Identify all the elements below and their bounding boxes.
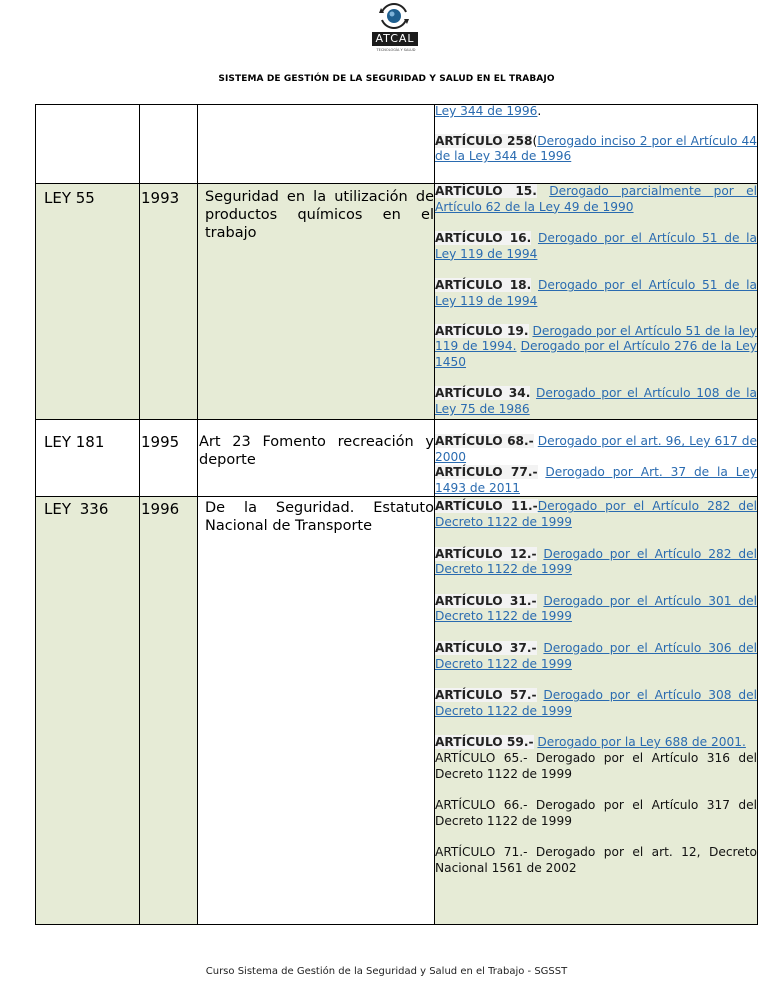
page-footer: Curso Sistema de Gestión de la Seguridad y Salud en el Trabajo - SGSST [205,966,568,977]
article-label: ARTÍCULO 57.- [435,688,537,703]
regulations-table [35,104,758,925]
law-cell: LEY 336 [36,497,140,925]
article-link[interactable]: Derogado por el Artículo 51 de la Ley 119 de 1994 [435,231,758,261]
article-label: ARTÍCULO 77.- [435,465,538,480]
year-cell: 1996 [140,497,198,925]
article-link[interactable]: Derogado por el Artículo 51 de la Ley 119 de 1994 [435,278,758,308]
article-item [435,278,757,309]
article-link[interactable]: Derogado por el Artículo 282 del Decreto 1122 de 1999 [435,546,757,577]
article-link[interactable]: Derogado por el art. 96, Ley 617 de 2000 [435,434,758,464]
article-item [435,231,757,262]
article-item [435,594,757,625]
table-row [36,184,758,420]
description-cell [198,105,435,184]
article-label: ARTÍCULO 11.- [435,499,538,514]
article-label: ARTÍCULO 16. [435,231,532,246]
article-link[interactable]: Derogado por el Artículo 306 del Decreto 1122 de 1999 [435,640,757,671]
article-item [435,324,757,371]
article-link[interactable]: Derogado por la Ley 688 de 2001. [537,735,746,750]
article-link[interactable]: Derogado por el Artículo 308 del Decreto 1122 de 1999 [435,688,757,718]
logo-wordmark: ATCAL [372,32,418,46]
articles-cell [435,184,758,420]
article-link[interactable]: Derogado por el Artículo 51 de la ley 119 de 1994. [435,323,758,354]
articles-cell [435,420,758,497]
globe-icon [368,2,420,34]
article-item [435,641,757,672]
article-label: ARTÍCULO 31.- [435,593,537,608]
law-cell: LEY 55 [36,184,140,420]
article-item: ARTÍCULO 66.- Derogado por el Artículo 317 del Decreto 1122 de 1999 [435,798,757,828]
description-cell: De la Seguridad. Estatuto Nacional de Transporte [198,497,435,925]
article-item: ARTÍCULO 258(Derogado inciso 2 por el Artículo 44 de la Ley 344 de 1996 [435,133,757,164]
article-item: Ley 344 de 1996. [435,104,542,118]
law-cell [36,105,140,184]
article-item [435,465,757,496]
year-cell: 1993 [140,184,198,420]
table-row [36,497,758,925]
article-link[interactable]: Derogado por el Artículo 276 de la Ley 1450 [435,339,757,369]
table-row [36,105,758,184]
article-item [435,735,757,751]
articles-cell [435,497,758,925]
article-item [435,386,757,417]
law-cell: LEY 181 [36,420,140,497]
year-cell [140,105,198,184]
article-label: ARTÍCULO 37.- [435,640,537,655]
article-label: ARTÍCULO 18. [435,278,532,293]
article-label: ARTÍCULO 258 [435,133,533,148]
article-label: ARTÍCULO 34. [435,386,531,401]
article-label: ARTÍCULO 15. [435,184,537,198]
article-item: ARTÍCULO 71.- Derogado por el art. 12, Decreto Nacional 1561 de 2002 [435,845,757,875]
article-link[interactable]: Derogado inciso 2 por el Artículo 44 de la Ley 344 de 1996 [435,133,757,164]
article-item: ARTÍCULO 65.- Derogado por el Artículo 316 del Decreto 1122 de 1999 [435,750,757,781]
articles-cell [435,105,758,184]
article-link[interactable]: Derogado por el Artículo 108 de la Ley 75 de 1986 [435,386,758,416]
description-cell: Seguridad en la utilización de productos químicos en el trabajo [198,184,435,420]
article-item [435,184,757,215]
logo-subtitle: TECNOLOGÍA Y SALUD [376,48,416,52]
article-link[interactable]: Ley 344 de 1996 [435,104,538,118]
article-item [435,499,757,530]
article-item [435,688,757,719]
article-label: ARTÍCULO 19. [435,323,529,338]
article-item [435,434,757,465]
article-label: ARTÍCULO 68.- [435,434,534,448]
article-label: ARTÍCULO 59.- [435,735,534,750]
year-cell: 1995 [140,420,198,497]
table-row [36,420,758,497]
article-label: ARTÍCULO 12.- [435,546,537,561]
article-link[interactable]: Derogado por Art. 37 de la Ley 1493 de 2011 [435,465,758,495]
article-item [435,547,757,578]
article-link[interactable]: Derogado por el Artículo 282 del Decreto 1122 de 1999 [435,499,757,529]
description-cell: Art 23 Fomento recreación y deporte [198,420,435,497]
article-link[interactable]: Derogado por el Artículo 301 del Decreto 1122 de 1999 [435,593,757,624]
page-title: SISTEMA DE GESTIÓN DE LA SEGURIDAD Y SALUD EN EL TRABAJO [218,74,555,84]
article-link[interactable]: Derogado parcialmente por el Artículo 62 de la Ley 49 de 1990 [435,184,757,214]
